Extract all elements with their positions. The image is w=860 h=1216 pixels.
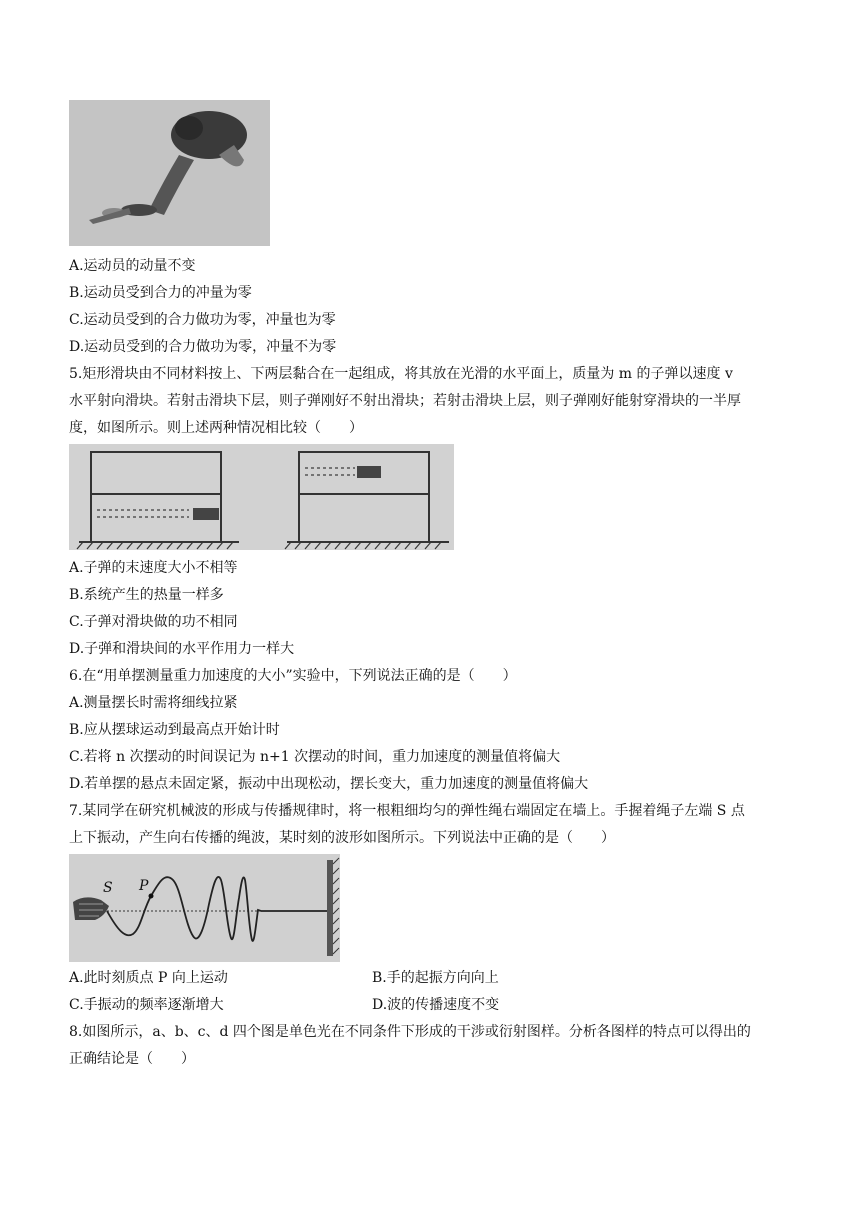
- label-p: P: [139, 878, 149, 894]
- q6-option-c: C.若将 n 次摆动的时间误记为 n+1 次摆动的时间，重力加速度的测量值将偏大: [69, 749, 561, 765]
- q7-option-a: A.此时刻质点 P 向上运动: [69, 970, 228, 986]
- q7-option-c: C.手振动的频率逐渐增大: [69, 997, 224, 1013]
- q6-option-a: A.测量摆长时需将细线拉紧: [69, 695, 238, 711]
- q4-option-d: D.运动员受到的合力做功为零，冲量不为零: [69, 339, 337, 355]
- q4-option-b: B.运动员受到合力的冲量为零: [69, 285, 252, 301]
- q7-stem-line-2: 上下振动，产生向右传播的绳波，某时刻的波形如图所示。下列说法中正确的是（ ）: [69, 830, 615, 846]
- q5-stem-line-2: 水平射向滑块。若射击滑块下层，则子弹刚好不射出滑块；若射击滑块上层，则子弹刚好能射穿滑块的一半厚: [69, 393, 741, 409]
- q5-option-c: C.子弹对滑块做的功不相同: [69, 614, 238, 630]
- q7-option-b: B.手的起振方向向上: [372, 970, 499, 986]
- q8-stem-line-2: 正确结论是（ ）: [69, 1051, 195, 1067]
- q8-stem-line-1: 8.如图所示，a、b、c、d 四个图是单色光在不同条件下形成的干涉或衍射图样。分析各图样的特点可以得出的: [69, 1024, 751, 1040]
- q5-stem-line-3: 度，如图所示。则上述两种情况相比较（ ）: [69, 420, 363, 436]
- q4-option-c: C.运动员受到的合力做功为零，冲量也为零: [69, 312, 336, 328]
- q6-stem: 6.在“用单摆测量重力加速度的大小”实验中，下列说法正确的是（ ）: [69, 668, 517, 684]
- q5-block-figure: [69, 444, 454, 550]
- q5-option-a: A.子弹的末速度大小不相等: [69, 560, 238, 576]
- q7-stem-line-1: 7.某同学在研究机械波的形成与传播规律时，将一根粗细均匀的弹性绳右端固定在墙上。手握着绳子左端 S 点: [69, 803, 745, 819]
- athlete-photo: [69, 100, 270, 246]
- q6-option-d: D.若单摆的悬点未固定紧，振动中出现松动，摆长变大，重力加速度的测量值将偏大: [69, 776, 589, 792]
- q7-option-d: D.波的传播速度不变: [372, 997, 500, 1013]
- q5-option-b: B.系统产生的热量一样多: [69, 587, 224, 603]
- q6-option-b: B.应从摆球运动到最高点开始计时: [69, 722, 280, 738]
- q4-option-a: A.运动员的动量不变: [69, 258, 196, 274]
- q5-stem-line-1: 5.矩形滑块由不同材料按上、下两层黏合在一起组成，将其放在光滑的水平面上，质量为 m 的子弹以速度 v: [69, 366, 733, 382]
- q7-rope-wave-figure: [69, 854, 340, 962]
- q5-option-d: D.子弹和滑块间的水平作用力一样大: [69, 641, 295, 657]
- label-s: S: [103, 880, 113, 896]
